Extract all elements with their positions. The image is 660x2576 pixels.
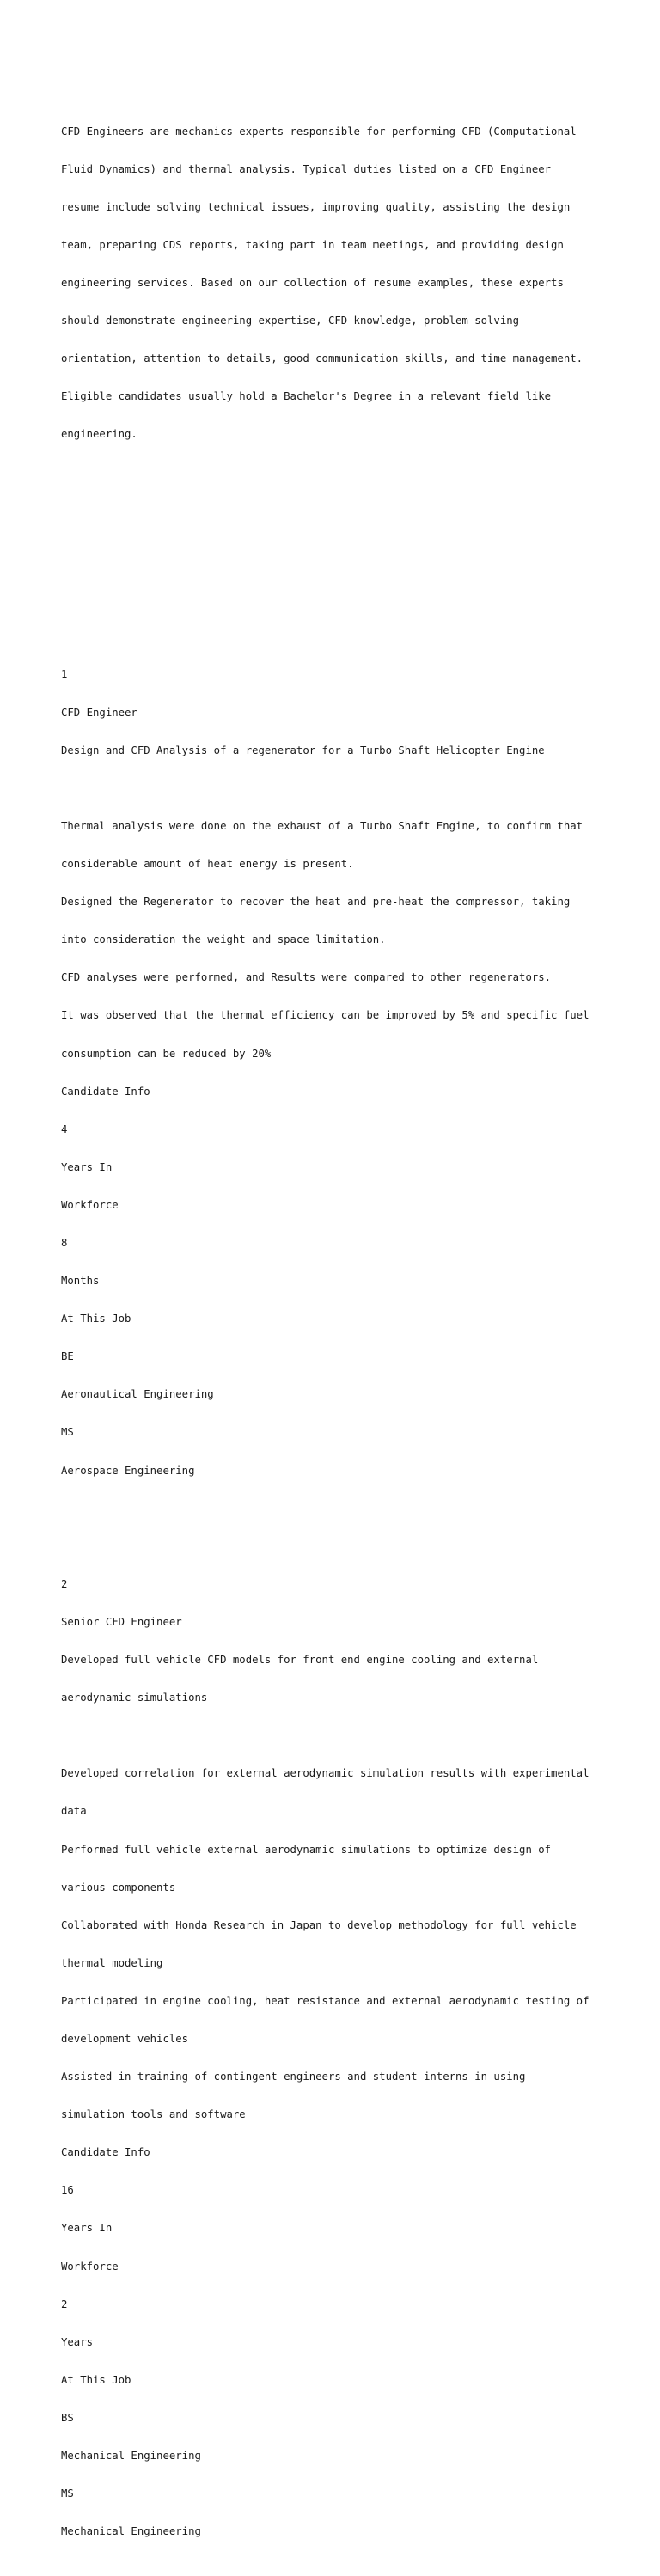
spacer — [61, 504, 611, 517]
duty-line: considerable amount of heat energy is present. — [61, 858, 354, 871]
candidate-info-label: Candidate Info — [61, 2146, 150, 2159]
candidate-info-item: Mechanical Engineering — [61, 2525, 201, 2538]
duty-line: into consideration the weight and space limitation. — [61, 933, 386, 946]
duty-line: CFD analyses were performed, and Results were compared to other regenerators. — [61, 971, 552, 984]
intro-line: should demonstrate engineering expertise, CFD knowledge, problem solving — [61, 314, 520, 327]
resume-example-1 — [61, 643, 611, 1502]
candidate-info-item: MS — [61, 2487, 74, 2500]
candidate-info-item: Months — [61, 1275, 100, 1288]
duty-line: Performed full vehicle external aerodynamic simulations to optimize design of — [61, 1843, 552, 1856]
example-summary: Developed full vehicle CFD models for front end engine cooling and external — [61, 1654, 539, 1667]
candidate-info-item: BS — [61, 2411, 74, 2424]
spacer — [61, 542, 611, 555]
candidate-info-item: 16 — [61, 2184, 74, 2197]
example-summary: aerodynamic simulations — [61, 1692, 208, 1704]
document-page — [61, 62, 611, 2576]
duty-line: Thermal analysis were done on the exhaust of a Turbo Shaft Engine, to confirm that — [61, 819, 584, 832]
duty-line: It was observed that the thermal efficiency can be improved by 5% and specific fuel — [61, 1009, 590, 1022]
duty-line: Designed the Regenerator to recover the heat and pre-heat the compressor, taking — [61, 896, 571, 909]
intro-line: orientation, attention to details, good communication skills, and time management. — [61, 352, 584, 365]
duty-line: Developed correlation for external aerodynamic simulation results with experimental — [61, 1767, 590, 1780]
intro-line: resume include solving technical issues, improving quality, assisting the design — [61, 200, 571, 213]
intro-line: engineering services. Based on our collection of resume examples, these experts — [61, 276, 564, 289]
candidate-info-item: Mechanical Engineering — [61, 2450, 201, 2462]
candidate-info-item: At This Job — [61, 1312, 131, 1325]
duty-line: data — [61, 1805, 87, 1818]
duty-line: thermal modeling — [61, 1956, 163, 1969]
duty-line: consumption can be reduced by 20% — [61, 1047, 272, 1060]
candidate-info-label: Candidate Info — [61, 1085, 150, 1098]
candidate-info-item: At This Job — [61, 2373, 131, 2386]
spacer — [61, 782, 611, 795]
duty-line: Participated in engine cooling, heat resistance and external aerodynamic testing of — [61, 1994, 590, 2007]
candidate-info-item: Years In — [61, 1160, 113, 1173]
spacer — [61, 1729, 611, 1742]
intro-line: CFD Engineers are mechanics experts responsible for performing CFD (Computational — [61, 125, 577, 138]
spacer — [61, 580, 611, 593]
candidate-info-item: 4 — [61, 1123, 68, 1135]
example-number: 1 — [61, 668, 68, 681]
intro-line: team, preparing CDS reports, taking part in team meetings, and providing design — [61, 238, 564, 251]
duty-line: simulation tools and software — [61, 2108, 246, 2121]
candidate-info-item: Workforce — [61, 2260, 119, 2273]
candidate-info-item: BE — [61, 1350, 74, 1363]
intro-line: engineering. — [61, 428, 138, 441]
example-number: 2 — [61, 1577, 68, 1590]
intro-line: Eligible candidates usually hold a Bachelor's Degree in a relevant field like — [61, 390, 552, 403]
candidate-info-item: Years — [61, 2335, 94, 2348]
resume-example-2 — [61, 1552, 611, 2563]
example-title: Senior CFD Engineer — [61, 1615, 182, 1628]
duty-line: Assisted in training of contingent engineers and student interns in using — [61, 2071, 526, 2083]
duty-line: Collaborated with Honda Research in Japan to develop methodology for full vehicle — [61, 1918, 577, 1931]
intro-paragraph — [61, 100, 611, 466]
candidate-info-item: 8 — [61, 1236, 68, 1249]
example-summary: Design and CFD Analysis of a regenerator for a Turbo Shaft Helicopter Engine — [61, 743, 545, 756]
duty-line: various components — [61, 1881, 176, 1894]
candidate-info-item: Aeronautical Engineering — [61, 1388, 214, 1401]
candidate-info-item: Workforce — [61, 1198, 119, 1211]
candidate-info-item: 2 — [61, 2298, 68, 2310]
candidate-info-item: MS — [61, 1426, 74, 1439]
candidate-info-item: Aerospace Engineering — [61, 1464, 195, 1477]
duty-line: development vehicles — [61, 2032, 189, 2045]
candidate-info-item: Years In — [61, 2222, 113, 2235]
intro-line: Fluid Dynamics) and thermal analysis. Typical duties listed on a CFD Engineer — [61, 162, 552, 175]
example-title: CFD Engineer — [61, 706, 138, 719]
